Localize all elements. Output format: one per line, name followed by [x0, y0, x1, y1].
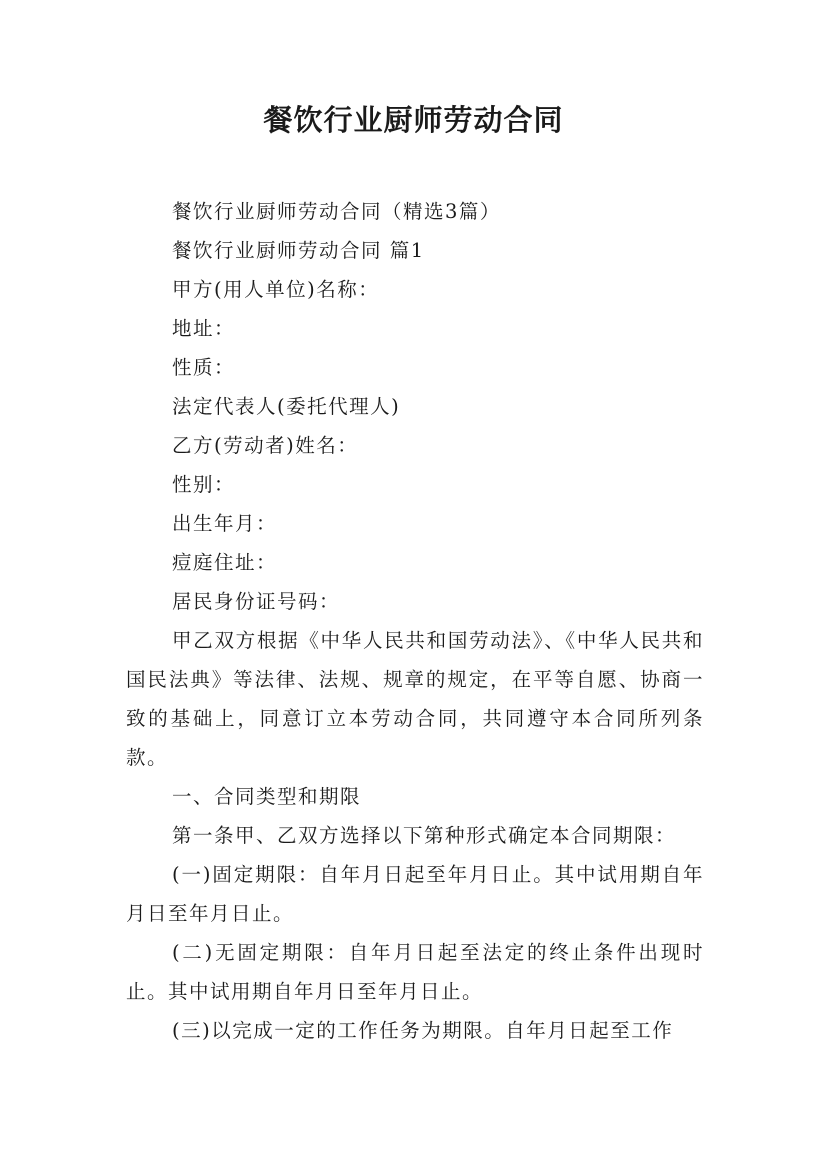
field-birth-date: 出生年月：: [172, 512, 278, 535]
paragraph-heading-contract-type: 一、合同类型和期限: [172, 785, 362, 808]
subtitle-line: 餐饮行业厨师劳动合同（精选3篇）: [172, 200, 501, 223]
field-legal-representative: 法定代表人(委托代理人): [172, 395, 401, 418]
document-title: 餐饮行业厨师劳动合同: [263, 103, 564, 137]
field-nature: 性质：: [172, 356, 236, 379]
paragraph-preamble: 甲乙双方根据《中华人民共和国劳动法》、《中华人民共和国民法典》等法律、法规、规章的规定，在平等自愿、协商一致的基础上，同意订立本劳动合同，共同遵守本合同所列条款。: [126, 629, 704, 769]
section-heading: 餐饮行业厨师劳动合同 篇1: [172, 239, 425, 262]
document-body: [126, 192, 704, 1050]
paragraph-open-term: (二)无固定期限：自年月日起至法定的终止条件出现时止。其中试用期自年月日至年月日止。: [126, 941, 704, 1003]
field-home-address: 痘庭住址：: [172, 551, 278, 574]
paragraph-article-1: 第一条甲、乙双方选择以下第种形式确定本合同期限：: [172, 824, 677, 847]
field-gender: 性别：: [172, 473, 236, 496]
field-id-number: 居民身份证号码：: [172, 590, 341, 613]
field-employee-name: 乙方(劳动者)姓名：: [172, 434, 359, 457]
paragraph-task-term: (三)以完成一定的工作任务为期限。自年月日起至工作: [172, 1019, 674, 1042]
paragraph-fixed-term: (一)固定期限：自年月日起至年月日止。其中试用期自年月日至年月日止。: [126, 863, 704, 925]
field-employer-name: 甲方(用人单位)名称：: [172, 278, 380, 301]
field-address: 地址：: [172, 317, 236, 340]
